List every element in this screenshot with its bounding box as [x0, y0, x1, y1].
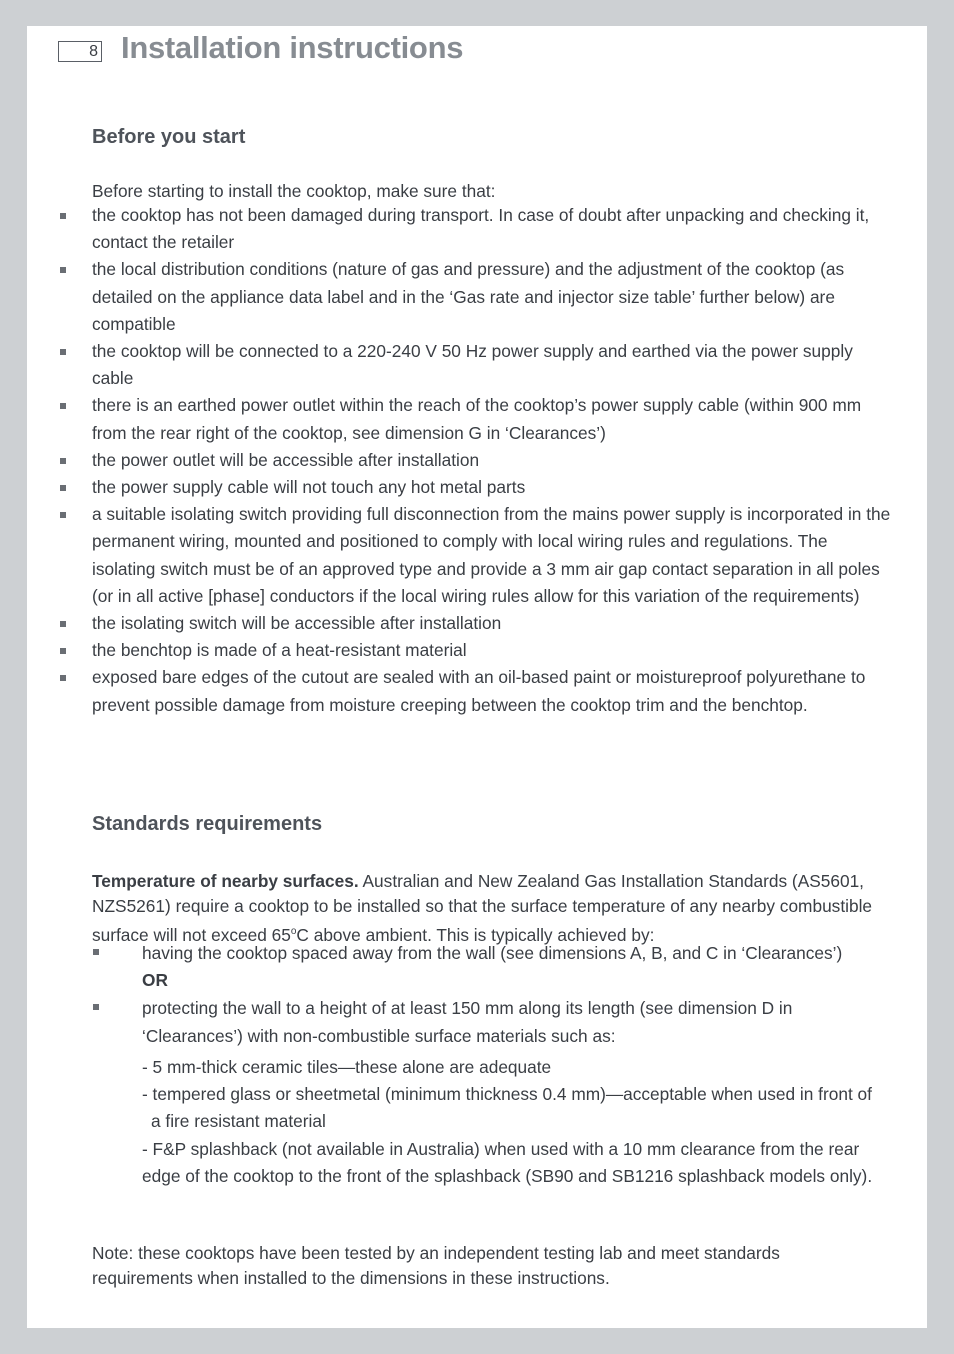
square-bullet-icon — [60, 403, 66, 409]
page-number: 8 — [58, 41, 102, 62]
list-item: - F&P splashback (not available in Australia) when used with a 10 mm clearance from the rear edge of the cooktop to the front of the splashback (SB90 and SB1216 splashback models only). — [142, 1138, 873, 1186]
section-heading-standards: Standards requirements — [92, 813, 323, 835]
square-bullet-icon — [60, 675, 66, 681]
square-bullet-icon — [60, 213, 66, 219]
list-item: the power outlet will be accessible after installation — [27, 447, 892, 474]
square-bullet-icon — [60, 349, 66, 355]
note-paragraph: Note: these cooktops have been tested by an independent testing lab and meet standards requirements when installed to the dimensions in these instructions. — [92, 1243, 780, 1288]
checklist — [27, 202, 927, 719]
square-bullet-icon — [60, 648, 66, 654]
list-item: the local distribution conditions (nature of gas and pressure) and the adjustment of the cooktop (as detailed on the appliance data label and in the ‘Gas rate and injector size table’ further below) are compatible — [27, 256, 892, 338]
or-label: OR — [142, 970, 168, 991]
square-bullet-icon — [60, 267, 66, 273]
intro-text: Before starting to install the cooktop, make sure that: — [92, 181, 496, 201]
square-bullet-icon — [60, 485, 66, 491]
list-item: the benchtop is made of a heat-resistant material — [27, 637, 892, 664]
list-item: protecting the wall to a height of at least 150 mm along its length (see dimension D in ‘Clearances’) with non-combustible surface materials such as: — [27, 995, 892, 1049]
document-page — [27, 26, 927, 1328]
materials-list — [142, 1054, 882, 1190]
list-item: - 5 mm-thick ceramic tiles—these alone are adequate — [142, 1057, 552, 1077]
options-list — [27, 940, 927, 1050]
list-item: a suitable isolating switch providing full disconnection from the mains power supply is incorporated in the permanent wiring, mounted and positioned to comply with local wiring rules and regulations. The isolating switch must be of an approved type and provide a 3 mm air gap contact separation in all poles (or in all active [phase] conductors if the local wiring rules allow for this variation of the requirements) — [27, 501, 892, 610]
square-bullet-icon — [93, 949, 99, 955]
section-heading-before-you-start: Before you start — [92, 126, 246, 148]
page-title: Installation instructions — [121, 30, 464, 65]
square-bullet-icon — [60, 512, 66, 518]
square-bullet-icon — [93, 1004, 99, 1010]
list-item: having the cooktop spaced away from the wall (see dimensions A, B, and C in ‘Clearances’) OR — [27, 940, 892, 994]
list-item: the isolating switch will be accessible after installation — [27, 610, 892, 637]
list-item: - tempered glass or sheetmetal (minimum thickness 0.4 mm)—acceptable when used in front of a fire resistant material — [142, 1084, 872, 1132]
list-item: there is an earthed power outlet within the reach of the cooktop’s power supply cable (within 900 mm from the rear right of the cooktop, see dimension G in ‘Clearances’) — [27, 392, 892, 446]
list-item: exposed bare edges of the cutout are sealed with an oil-based paint or moistureproof polyurethane to prevent possible damage from moisture creeping between the cooktop trim and the benchtop. — [27, 664, 892, 718]
list-item: the power supply cable will not touch any hot metal parts — [27, 474, 892, 501]
list-item: the cooktop has not been damaged during transport. In case of doubt after unpacking and checking it, contact the retailer — [27, 202, 892, 256]
square-bullet-icon — [60, 621, 66, 627]
lead-bold: Temperature of nearby surfaces. — [92, 871, 359, 891]
list-item: the cooktop will be connected to a 220-240 V 50 Hz power supply and earthed via the power supply cable — [27, 338, 892, 392]
standards-lead-paragraph: Temperature of nearby surfaces. Australian and New Zealand Gas Installation Standards (AS5601, NZS5261) require a cooktop to be installed so that the surface temperature of any nearby combustible surface will not exceed 65$^o$C above ambient. This is typically achieved by: — [92, 871, 873, 945]
square-bullet-icon — [60, 458, 66, 464]
